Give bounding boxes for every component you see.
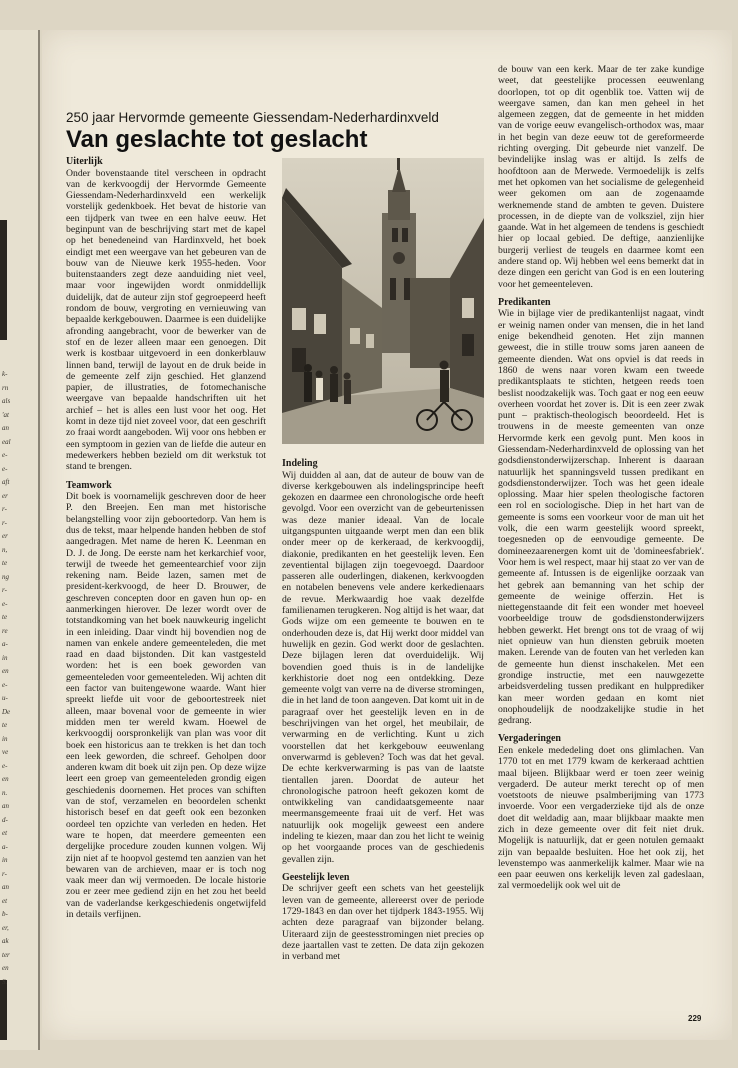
margin-fragment: n. — [2, 788, 8, 797]
margin-fragment: ng — [2, 572, 9, 581]
margin-fragment: k- — [2, 370, 8, 378]
margin-fragment: an — [2, 802, 9, 810]
margin-fragment: te — [2, 721, 8, 729]
margin-fragment: in — [2, 856, 8, 864]
text-column-2 — [282, 458, 484, 962]
margin-fragment: er — [2, 532, 8, 540]
margin-fragment: te — [2, 613, 8, 621]
margin-fragment: e- — [2, 680, 8, 689]
margin-fragment: ak — [2, 937, 9, 945]
section-body: Een enkele mededeling doet ons glimlachen. Van 1770 tot en met 1779 kwam de kerkeraad achttien maal bijeen. Blijkbaar werd er toen zeer weinig vergaderd. De auteur merkt terecht op of men voetstoots de nieuwe psalmberijming van 1773 invoerde. Voor een vergaderzieke tijd als de onze doet dit weldadig aan, maar blijkbaar maakte men zich in deze gemeente over dit feit niet druk. Mogelijk is natuurlijk, dat er geen notulen gemaakt zijn van bepaalde besluiten. Hoe het ook zij, het levenstempo was aanmerkelijk kalmer. Maar wie na een paar eeuwen ons kerkelijk leven zal gadeslaan, zal vermoedelijk ook wel uit de — [498, 744, 704, 892]
article-title: Van geslachte tot geslacht — [66, 126, 368, 153]
margin-fragment: u- — [2, 694, 8, 702]
section-body: Dit boek is voornamelijk geschreven door de heer P. den Breejen. Een man met historische belangstelling voor zijn geboortedorp. Van hem is dus de tekst, maar helpende handen hebben de stof aangedragen. Met name de heren K. Leenman en D. J. de Jong. De eerste nam het kerkarchief voor, terwijl de tweede het gemeentearchief voor zijn rekening nam. Beide lazen, samen met de president-kerkvoogd, de heer D. Brouwer, de geschreven concepten door en gaven hun op- en aanmerkingen hierover. De lezer wordt over de totstandkoming van het boek nauwkeurig ingelicht in een inleiding. Daar vindt hij bovendien nog de namen van enkele andere gemeenteleden, die met raad en daad bijstonden. Dit kan vastgesteld worden: het is een boek geworden van gemeenteleden voor gemeenteleden. Wij achten dit een factor van buitengewone waarde. Want hier spreekt liefde uit voor de geboortestreek niet alleen, maar bovenal voor de gemeente in wier midden men ter wereld kwam. Hoewel de kerkvoogdij oorspronkelijk van plan was voor dit boek een historicus aan te trekken is het dan toch een leek geworden, die schreef. Geholpen door anderen kwam dit boek uit zijn pen. Op deze wijze leert een groep van gemeenteleden grondig eigen geschiedenis doornemen. Het proces van schiften van de stof, verzamelen en beoordelen schenkt historisch besef en dat geeft ook een bezonken oordeel ten opzichte van verleden en heden. Het ware te hopen, dat meerdere gemeenten een dergelijke procedure zouden kunnen volgen. Wij zijn niet af te hoopvol gestemd ten aanzien van het bewaren van de archieven, maar er is toch nog vaak meer dan wij vermoeden. De locale historie zou er zeer mee gediend zijn en het zou het beeld van de vaderlandse kerkgeschiedenis ongetwijfeld in details verfijnen. — [66, 491, 266, 920]
margin-fragment: De — [2, 707, 11, 716]
section-body: de bouw van een kerk. Maar de ter zake kundige weet, dat geestelijke processen eeuwenlang doorlopen, tot op dit ogenblik toe. Vatten wij de weergave samen, dan kan men geheel in het algemeen zeggen, dat de gemeente in het midden van de vorige eeuw evangelisch-orthodox was, maar in het begin van deze eeuw tot de gereformeerde richting overging. Dit gebeurde niet vanzelf. De bevindelijke inslag was er altijd. Is zelfs de hoofdtoon aan de Merwede. Vermoedelijk is zelfs met het opkomen van het socialisme de gelegenheid weer gekomen om aan de zogenaamde werknemende stand de ambten te geven. Duistere processen, in de diepte van de volksziel, zijn hier gaande. Wat in het algemeen de tendens is geschiedt hier op locaal gebied. De deftige, aanzienlijke burgerij verliest de teugels en daarmee komt een andere stand op. Wij hebben wel eens bemerkt dat in deze dingen een gericht van God is en een loutering voor het gemeenteleven. — [498, 64, 704, 290]
section-heading: Indeling — [282, 458, 318, 469]
margin-fragment: d- — [2, 815, 8, 824]
section-heading: Geestelijk leven — [282, 871, 350, 883]
margin-fragment: en — [2, 964, 9, 972]
margin-fragment: er, — [2, 923, 9, 932]
margin-fragment: eal — [2, 437, 11, 446]
section-heading: Teamwork — [66, 479, 112, 491]
margin-fragment: 'at — [2, 410, 9, 419]
margin-fragment: aft — [2, 478, 10, 486]
margin-fragment: te — [2, 559, 8, 567]
margin-fragment: ve — [2, 748, 9, 756]
church-photo — [282, 158, 484, 444]
text-column-3 — [498, 64, 704, 892]
left-page-edge — [0, 30, 40, 1050]
margin-fragment: b- — [2, 910, 8, 918]
church-street-illustration — [282, 158, 484, 444]
section-heading: Vergaderingen — [498, 733, 561, 745]
margin-fragment: e- — [2, 599, 8, 608]
margin-fragment: et — [2, 896, 8, 905]
margin-fragment: e- — [2, 761, 8, 770]
section-body: Wie in bijlage vier de predikantenlijst nagaat, vindt er weinig namen onder van mensen, die in het land enige bekendheid genoten. Het zijn mannen geweest, die in stille trouw soms jaren aaneen de gemeente dienden. Wat ons opviel is dat reeds in 1860 de wens naar voren kwam een tweede predikantsplaats te stichten, hetgeen reeds toen beslist noodzakelijk was. Toch gaat er nog een eeuw overheen voordat het zover is. Dit is een zeer zwak punt – praktisch-theologisch beoordeeld. Het is trouwens in de meeste gemeenten van onze Hervormde kerk een gevolg punt. Men koos in Giessendam-Nederhardinxveld de oplossing van het godsdienstonderwijzerschap. Inherent is daaraan natuurlijk het spanningsveld tussen predikant en godsdienstonderwijzer. Toch was het geen ideale oplossing. Maar hier spelen theologische factoren een rol en sociologische. Diep in het hart van de gemeente is soms een voorkeur voor de man uit het volk, die een warm geestelijk woord spreekt, toegesneden op de eenvoudige gemeente. De domineezaarenergen komt uit de 'domineesfabriek'. Voor hem is wel respect, maar hij staat zo ver van de gemeente af. Intussen is de eigenlijke oorzaak van het gebrek aan bemanning van het schip der gemeente de weinige offerzin. Het is niettegenstaande dit feit een wonder met hoeveel voorbeeldige trouw de godsdienstonderwijzers hebben gewerkt. Het brengt ons tot de vraag of wij niet opnieuw van hun diensten gebruik moeten maken. Lerende van de fouten van het verleden kan de gemeente hun dienst inschakelen. Met een grondige instructie, met een nauwgezette arbeidsverdeling tussen predikant en hulpprediker kan meer worden gedaan en komt niet onophoudelijk de noodzakelijke studie in het gedrang. — [498, 308, 704, 727]
margin-fragment: en — [2, 667, 9, 675]
section-heading: Predikanten — [498, 296, 551, 308]
margin-fragment: S. — [2, 977, 8, 986]
margin-fragment: an — [2, 424, 9, 432]
margin-fragment: r- — [2, 586, 7, 594]
margin-fragment: an — [2, 883, 9, 891]
margin-fragment: in — [2, 734, 8, 743]
section-body: De schrijver geeft een schets van het geestelijk leven van de gemeente, allereerst over de periode 1729-1843 en dan over het tijdperk 1843-1955. Wij achten deze paragraaf van bijzonder belang. Uiteraard zijn de geestesstromingen niet precies op deze jaartallen vast te zetten. De data zijn gekozen in verband met — [282, 883, 484, 963]
margin-fragment: e- — [2, 451, 8, 459]
margin-fragment: rn — [2, 383, 9, 392]
left-page-dark-strip — [0, 977, 8, 1040]
article-supertitle: 250 jaar Hervormde gemeente Giessendam-Nederhardinxveld — [66, 110, 439, 125]
margin-fragment: als — [2, 397, 11, 405]
margin-fragment: r- — [2, 505, 7, 513]
margin-fragment: in — [2, 653, 8, 662]
section-heading: Uiterlijk — [66, 156, 103, 167]
margin-fragment: r- — [2, 518, 7, 527]
margin-fragment: n, — [2, 545, 8, 554]
margin-fragment: en — [2, 775, 9, 783]
page-number: 229 — [688, 1014, 702, 1023]
margin-fragment: ter — [2, 950, 10, 959]
section-body: Onder bovenstaande titel verscheen in opdracht van de kerkvoogdij der Hervormde Gemeente Giessendam-Nederhardinxveld een werkelijk vorstelijk gedenkboek. Het bevat de historie van een tijdperk van twee en een halve eeuw. Het beginpunt van de beschrijving start met de kapel op het benedeneind van Hardinxveld, het boek eindigt met een weergave van het gebeuren van de bouw van de Nieuwe kerk 1955-heden. Voor buitenstaanders zegt deze aanduiding niet veel, maar voor ingewijden wordt onmiddellijk duidelijk, dat de auteur zijn stof gegroepeerd heeft rondom de bouw, vergroting en vernieuwing van bepaalde kerkgebouwen. Daarmee is een duidelijke afronding aangebracht, voor de bewerker van de stof en de lezer alleen maar een genoegen. Dit werk is kostbaar uitgevoerd in een donkerblauw linnen band, terwijl de layout en de druk beide in de gemeente zelf zijn geschied. Het glanzend papier, de illustraties, de fotomechanische weergave van bepaalde handschriften uit het archief – het is alles een lust voor het oog. Het komt in deze tijd niet zoveel voor, dat een geschrift zo fraai wordt aangeboden. Wij voor ons hebben er een symptoom in gezien van de liefde die auteur en medewerkers hebben bezield om dit werkstuk tot stand te brengen. — [66, 167, 266, 473]
margin-fragment: e- — [2, 464, 8, 473]
margin-fragment: re — [2, 626, 8, 635]
margin-fragment: a- — [2, 842, 8, 851]
margin-fragment: et — [2, 829, 8, 837]
section-body: Wij duidden al aan, dat de auteur de bouw van de diverse kerkgebouwen als indelingsprincipe heeft gekozen en daarmee een chronologische orde heeft gevolgd. Voor een overzicht van de gebeurtenissen was deze manier ideaal. Van de locale uitgangspunten uitgaande werpt men dan een blik onder meer op de kerkeraad, de kerkvoogdij, diakonie, predikanten en het geestelijk leven. Een zeventiental bijlagen zijn toegevoegd. Daardoor passeren alle ouderlingen, diakenen, kerkvoogden en notabelen benevens vele andere kerkedienaars de revue. Merkwaardig hoe vaak dezelfde familienamen terugkeren. Nog altijd is het waar, dat Gods wijze om een gemeente te bouwen en te onderhouden deze is, dat Hij werkt door middel van huwelijk en gezin. God werkt door de geslachten. Deze bijlagen leren dat overduidelijk. Wij bovendien goed thuis is in de landelijke kerkhistorie doet nog een ontdekking. Deze gemeente volgt van verre na de diverse stromingen, die in het land de toon aangeven. Dat komt uit in de paragraaf over het geestelijk leven en in de beschrijvingen van het orgel, het meubilair, de verwarming en de verlichting. Kunt u zich voorstellen dat het kerkgebouw eeuwenlang onverwarmd is gebleven? Toch was dat het geval. De echte kerkverwarming is pas van de laatste tientallen jaren. Doordat de auteur het chronologische patroon heeft gekozen komt de ontwikkeling van candidaatsgemeente naar meermansgemeente fraai uit de verf. Het was natuurlijk ook mogelijk geweest een andere indeling te kiezen, maar dan zou het licht te weinig op het voorgaande proces van de geschiedenis gevallen zijn. — [282, 469, 484, 865]
margin-fragment: er — [2, 491, 8, 500]
margin-fragment: r- — [2, 869, 7, 878]
left-page-dark-strip — [0, 220, 7, 340]
margin-fragment: a- — [2, 640, 8, 648]
text-column-1 — [66, 156, 266, 920]
